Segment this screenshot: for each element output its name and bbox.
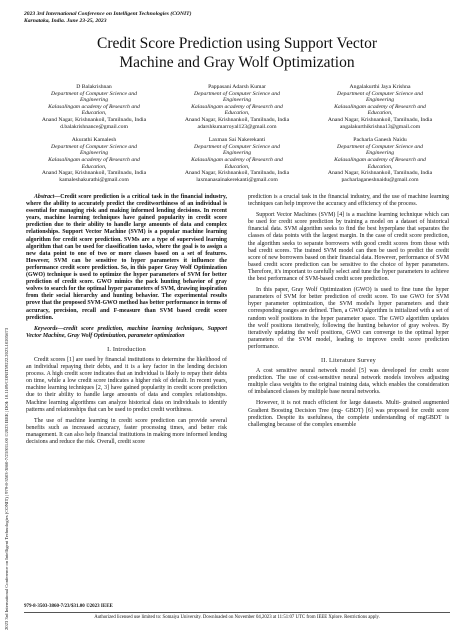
author-institution-cont: Education,: [367, 163, 393, 170]
author-department-cont: Engineering: [365, 150, 395, 157]
author-location: Anand Nagar, Krishnankoil, Tamilnadu, India: [41, 116, 147, 123]
author-department: Department of Computer Science and: [337, 143, 423, 150]
footer-isbn: 979-8-3503-3860-7/23/$31.00 ©2023 IEEE: [24, 604, 113, 609]
author-institution: Kalasalingam academy of Research and: [191, 156, 283, 163]
author-email: kamaleshakurathi@gmail.com: [59, 176, 129, 183]
keywords-text: —credit score prediction, machine learning techniques, Support Vector Machine, Gray Wolf Optimization, parameter optimization: [26, 325, 227, 339]
author-department: Department of Computer Science and: [194, 143, 280, 150]
author-location: Anand Nagar, Krishnankoil, Tamilnadu, India: [41, 170, 147, 177]
author-email: laxmanasainakerekanti@gmail.com: [196, 176, 278, 183]
left-column: [26, 194, 227, 450]
author-email: pacharlaganeshnaidu@gmail.com: [341, 176, 419, 183]
svm-paragraph: Support Vector Machines (SVM) [4] is a machine learning technique which can be used for credit score prediction by training a model on a dataset of historical financial data. SVM algorithm seeks to find the best hyperplane that separates the classes of data points with the largest margin. In the case of credit score prediction, the algorithm seeks to separate borrowers with good credit scores from those with bad credit scores. The trained SVM model can then be used to predict the credit score of new borrowers based on their financial data. However, performance of SVM based credit score prediction can be sensitive to the choice of hyper parameters. Therefore, it's important to carefully select and tune the hyper parameters to achieve the best performance of SVM-based credit score prediction.: [248, 212, 449, 283]
author-institution-cont: Education,: [224, 110, 250, 117]
author-institution: Kalasalingam academy of Research and: [48, 156, 140, 163]
author-department-cont: Engineering: [222, 150, 252, 157]
right-column: [248, 194, 449, 433]
author-location: Anand Nagar, Krishnankoil, Tamilnadu, India: [327, 170, 433, 177]
author-email: angalakurthikrishna13@gmail.com: [339, 123, 421, 130]
author-name: Laxman Sai Nakerekanti: [208, 137, 266, 144]
section-heading-literature-survey: II. Literature Survey: [321, 356, 376, 364]
footer-divider: [24, 612, 450, 613]
author-institution: Kalasalingam academy of Research and: [191, 103, 283, 110]
side-citation-text: 2023 3rd International Conference on Intelligent Technologies (CONIT) | 979-8-3503-3860-7/23/$31.00 ©2023 IEEE | DOI: 10.1109/CONIT59222.2023.10205673: [4, 327, 9, 630]
literature-paragraph-2: However, it is not much efficient for large datasets. Multi- grained augmented Gradient Boosting Decision Tree (mg- GBDT) [6] was proposed for credit score prediction. Despite its usefulness, the complete understanding of mgGBDT is challenging because of the complex ensemble: [248, 400, 449, 428]
author-department: Department of Computer Science and: [51, 143, 137, 150]
author-email: adarshkumarroyal123@gmail.com: [197, 123, 277, 130]
author-department-cont: Engineering: [79, 97, 109, 104]
author-row-2: [24, 137, 450, 183]
title-line-1: Credit Score Prediction using Support Vector: [97, 35, 377, 52]
author-card: [24, 137, 164, 183]
author-institution: Kalasalingam academy of Research and: [334, 156, 426, 163]
literature-paragraph-1: A cost sensitive neural network model [5] was developed for credit score prediction. The use of cost-sensitive neural network models involves adjusting multiple class weights to the original training data, which enables the consideration of imbalanced classes by multiple base neural networks.: [248, 368, 449, 396]
section-heading-introduction: I. Introduction: [107, 345, 146, 353]
author-institution-cont: Education,: [224, 163, 250, 170]
author-card: [24, 84, 164, 130]
author-department: Department of Computer Science and: [194, 90, 280, 97]
author-institution-cont: Education,: [81, 110, 107, 117]
abstract-text: —Credit score prediction is a critical task in the financial industry, where the ability to accurately predict the creditworthiness of an individual is essential for managing risk and making informed lending decisions. In recent years, machine learning techniques have gained popularity in credit score prediction due to their ability to handle large amounts of data and complex relationships. Support Vector Machine (SVM) is a popular machine learning algorithm for credit score prediction. SVMs are a type of supervised learning algorithm that can be used for classification tasks, where the goal is to assign a new data point to one of two or more classes based on a set of features. However, SVM can be sensitive to hyper parameters it influence the performance credit score prediction. So, in this paper Gray Wolf Optimization (GWO) technique is used to optimize the hyper parameters of SVM for better prediction of credit score. GWO mimics the pack hunting behavior of gray wolves to search for the optimal hyper parameters of SVM, drawing inspiration from their social hierarchy and hunting behavior. The experimental results prove that the proposed SVM-GWO method has better performance in terms of accuracy, precision, recall and F-measure than SVM based credit score prediction.: [26, 194, 227, 321]
title-line-2: Machine and Gray Wolf Optimization: [119, 54, 355, 71]
author-department: Department of Computer Science and: [51, 90, 137, 97]
author-block: [24, 84, 450, 183]
conference-name: 2023 3rd International Conference on Intelligent Technologies (CONIT): [24, 11, 192, 17]
intro-paragraph-continued: prediction is a crucial task in the financial industry, and the use of machine learning techniques can help improve the accuracy and efficiency of the process.: [248, 194, 449, 208]
author-name: Akurathi Kamalesh: [71, 137, 117, 144]
author-department-cont: Engineering: [79, 150, 109, 157]
gwo-paragraph: In this paper, Gray Wolf Optimization (GWO) is used to fine tune the hyper parameters of SVM for better prediction of credit score. To use GWO for SVM hyper parameter optimization, the SVM model's hyper parameters and their corresponding ranges are defined. Then, a GWO algorithm is initialized with a set of random wolf positions in the hyper parameter space. The GWO algorithm updates the wolf positions iteratively, following the hunting behavior of gray wolves. By iteratively updating the wolf positions, GWO can converge to the optimal hyper parameters of the SVM model, leading to improve credit score prediction performance.: [248, 287, 449, 350]
author-card: [310, 84, 450, 130]
author-institution-cont: Education,: [367, 110, 393, 117]
author-institution: Kalasalingam academy of Research and: [334, 103, 426, 110]
author-card: [167, 137, 307, 183]
author-location: Anand Nagar, Krishnankoil, Tamilnadu, India: [184, 170, 290, 177]
paper-title: [24, 34, 450, 72]
author-name: Pacharla Ganesh Naidu: [353, 137, 407, 144]
conference-location: Karnataka, India. June 23-25, 2023: [24, 18, 107, 24]
author-location: Anand Nagar, Krishnankoil, Tamilnadu, India: [184, 116, 290, 123]
conference-header: [24, 11, 191, 25]
side-citation-strip: [2, 120, 12, 630]
abstract-paragraph: [26, 194, 227, 322]
keywords-label: Keywords: [34, 325, 58, 332]
author-name: Angalakurthi Jaya Krishna: [349, 84, 411, 90]
author-department-cont: Engineering: [365, 97, 395, 104]
author-department: Department of Computer Science and: [337, 90, 423, 97]
footer-license-notice: Authorized licensed use limited to: Somaiya University. Downloaded on November 04,2023 at 11:51:07 UTC from IEEE Xplore. Restrictions apply.: [94, 615, 380, 620]
author-row-1: [24, 84, 450, 130]
author-card: [167, 84, 307, 130]
abstract-label: Abstract: [34, 194, 55, 200]
author-institution: Kalasalingam academy of Research and: [48, 103, 140, 110]
keywords-paragraph: [26, 326, 227, 340]
intro-paragraph-1: Credit scores [1] are used by financial institutions to determine the likelihood of an individual repaying their debts, and it is a key factor in the lending decision process. A high credit score indicates that an individual is likely to repay their debts on time, while a low credit score indicates a higher risk of default. In recent years, machine learning techniques [2, 3] have gained popularity in credit score prediction due to their ability to handle large amounts of data and complex relationships. Machine learning algorithms can analyze historical data on individuals to identify patterns and relationships that can be used to predict credit worthiness.: [26, 356, 227, 413]
author-card: [310, 137, 450, 183]
author-name: D Balakrishnan: [76, 84, 112, 90]
author-email: d.balakrishnance@gmail.com: [60, 123, 128, 130]
intro-paragraph-2: The use of machine learning in credit score prediction can provide several benefits such as increased accuracy, faster processing times, and better risk management. It can also help financial institutions in making more informed lending decisions and reduce the risk. Overall, credit score: [26, 417, 227, 445]
author-department-cont: Engineering: [222, 97, 252, 104]
author-name: Pappasani Adarsh Kumar: [208, 84, 266, 90]
author-institution-cont: Education,: [81, 163, 107, 170]
author-location: Anand Nagar, Krishnankoil, Tamilnadu, India: [327, 116, 433, 123]
